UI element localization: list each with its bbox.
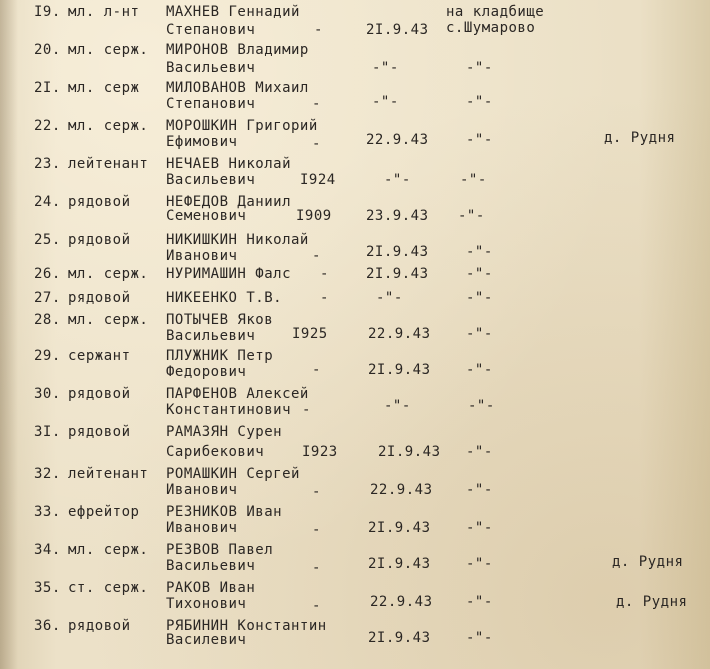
entry-burial-place: -"- [466, 444, 493, 460]
entry-burial-place-2: с.Шумарово [446, 20, 536, 36]
entry-burial-place: -"- [466, 594, 493, 610]
entry-dash: - [320, 266, 329, 282]
entry-burial-place: -"- [466, 60, 493, 76]
entry-dash: - [312, 484, 321, 500]
entry-name: РЕЗНИКОВ Иван [166, 504, 283, 520]
entry-date: -"- [372, 94, 399, 110]
entry-name: РАМАЗЯН Сурен [166, 424, 283, 440]
entry-burial-place: -"- [466, 520, 493, 536]
entry-burial-place: -"- [466, 556, 493, 572]
entry-dash: - [312, 598, 321, 614]
entry-date: 22.9.43 [370, 594, 433, 610]
entry-patronymic: Васильевич [166, 328, 256, 344]
entry-dash: - [314, 22, 323, 38]
entry-date: 2I.9.43 [366, 22, 429, 38]
entry-name: НИКИШКИН Николай [166, 232, 309, 248]
entry-burial-place: -"- [466, 94, 493, 110]
entry-name: РОМАШКИН Сергей [166, 466, 300, 482]
entry-date: 2I.9.43 [368, 630, 431, 646]
entry-number: 26. [34, 266, 61, 282]
entry-village: д. Рудня [604, 130, 676, 146]
entry-rank: мл. серж. [68, 312, 149, 328]
entry-burial-place: -"- [466, 244, 493, 260]
entry-burial-place: -"- [468, 398, 495, 414]
entry-patronymic: Степанович [166, 22, 256, 38]
entry-rank: ефрейтор [68, 504, 140, 520]
entry-rank: рядовой [68, 424, 131, 440]
entry-name: РЯБИНИН Константин [166, 618, 327, 634]
entry-patronymic: Иванович [166, 520, 238, 536]
entry-number: 22. [34, 118, 61, 134]
entry-name: ПОТЫЧЕВ Яков [166, 312, 274, 328]
entry-rank: рядовой [68, 618, 131, 634]
entry-burial-place: -"- [466, 630, 493, 646]
entry-date: -"- [384, 172, 411, 188]
entry-date: -"- [376, 290, 403, 306]
entry-birth-year: I924 [300, 172, 336, 188]
entry-patronymic: Васильевич [166, 558, 256, 574]
entry-number: 23. [34, 156, 61, 172]
entry-rank: рядовой [68, 386, 131, 402]
entry-village: д. Рудня [616, 594, 688, 610]
entry-number: 30. [34, 386, 61, 402]
entry-rank: мл. серж. [68, 42, 149, 58]
entry-number: 34. [34, 542, 61, 558]
entry-patronymic: Тихонович [166, 596, 247, 612]
entry-dash: - [312, 248, 321, 264]
entry-rank: ст. серж. [68, 580, 149, 596]
entry-patronymic: Ефимович [166, 134, 238, 150]
entry-rank: сержант [68, 348, 131, 364]
entry-date: 22.9.43 [366, 132, 429, 148]
entry-rank: мл. серж. [68, 266, 149, 282]
entry-name: ПАРФЕНОВ Алексей [166, 386, 309, 402]
entry-number: 29. [34, 348, 61, 364]
entry-name: МАХНЕВ Геннадий [166, 4, 300, 20]
entry-name: МИРОНОВ Владимир [166, 42, 309, 58]
entry-rank: лейтенант [68, 156, 149, 172]
entry-burial-place: -"- [466, 482, 493, 498]
entry-patronymic: Федорович [166, 364, 247, 380]
entry-patronymic: Василевич [166, 632, 247, 648]
entry-date: 23.9.43 [366, 208, 429, 224]
entry-date: -"- [384, 398, 411, 414]
entry-burial-place: -"- [466, 290, 493, 306]
entry-rank: рядовой [68, 290, 131, 306]
entry-number: 32. [34, 466, 61, 482]
entry-name: НЕФЕДОВ Даниил [166, 194, 292, 210]
entry-birth-year: I909 [296, 208, 332, 224]
entry-date: 2I.9.43 [378, 444, 441, 460]
entry-patronymic: Семенович [166, 208, 247, 224]
entry-date: 22.9.43 [370, 482, 433, 498]
entry-patronymic: Константинович [166, 402, 292, 418]
entry-patronymic: Иванович [166, 482, 238, 498]
entry-rank: мл. серж. [68, 542, 149, 558]
entry-burial-place: -"- [466, 132, 493, 148]
entry-burial-place: -"- [466, 326, 493, 342]
entry-dash: - [320, 290, 329, 306]
entry-name: НИКЕЕНКО Т.В. [166, 290, 283, 306]
entry-patronymic: Васильевич [166, 60, 256, 76]
entry-name: ПЛУЖНИК Петр [166, 348, 274, 364]
entry-name: МИЛОВАНОВ Михаил [166, 80, 309, 96]
entry-birth-year: I925 [292, 326, 328, 342]
entry-date: 22.9.43 [368, 326, 431, 342]
entry-name: МОРОШКИН Григорий [166, 118, 318, 134]
entry-burial-place: -"- [466, 362, 493, 378]
entry-birth-year: I923 [302, 444, 338, 460]
entry-village: д. Рудня [612, 554, 684, 570]
entry-date: 2I.9.43 [368, 520, 431, 536]
entry-number: 27. [34, 290, 61, 306]
entry-patronymic: Степанович [166, 96, 256, 112]
entry-number: 28. [34, 312, 61, 328]
entry-number: 33. [34, 504, 61, 520]
entry-dash: - [312, 96, 321, 112]
entry-number: I9. [34, 4, 61, 20]
entry-dash: - [312, 560, 321, 576]
entry-dash: - [312, 362, 321, 378]
entry-number: 24. [34, 194, 61, 210]
entry-dash: - [302, 402, 311, 418]
entry-name: НЕЧАЕВ Николай [166, 156, 292, 172]
entry-name: НУРИМАШИН Фалс [166, 266, 292, 282]
entry-name: РЕЗВОВ Павел [166, 542, 274, 558]
entry-date: 2I.9.43 [366, 244, 429, 260]
entry-dash: - [312, 136, 321, 152]
entry-number: 20. [34, 42, 61, 58]
entry-rank: мл. л-нт [68, 4, 140, 20]
entry-rank: рядовой [68, 232, 131, 248]
entry-date: 2I.9.43 [366, 266, 429, 282]
entry-date: 2I.9.43 [368, 362, 431, 378]
entry-name: РАКОВ Иван [166, 580, 256, 596]
entry-burial-place: -"- [458, 208, 485, 224]
entry-number: 2I. [34, 80, 61, 96]
entry-number: 36. [34, 618, 61, 634]
entry-rank: рядовой [68, 194, 131, 210]
entry-patronymic: Васильевич [166, 172, 256, 188]
entry-number: 35. [34, 580, 61, 596]
entry-rank: мл. серж [68, 80, 140, 96]
entry-number: 3I. [34, 424, 61, 440]
entry-date: 2I.9.43 [368, 556, 431, 572]
entry-patronymic: Иванович [166, 248, 238, 264]
entry-burial-place: -"- [460, 172, 487, 188]
entry-rank: лейтенант [68, 466, 149, 482]
entry-burial-place: -"- [466, 266, 493, 282]
page-edge-shadow [0, 0, 18, 669]
entry-patronymic: Сарибекович [166, 444, 265, 460]
entry-rank: мл. серж. [68, 118, 149, 134]
entry-date: -"- [372, 60, 399, 76]
entry-burial-place: на кладбище [446, 4, 545, 20]
entry-number: 25. [34, 232, 61, 248]
entry-dash: - [312, 522, 321, 538]
